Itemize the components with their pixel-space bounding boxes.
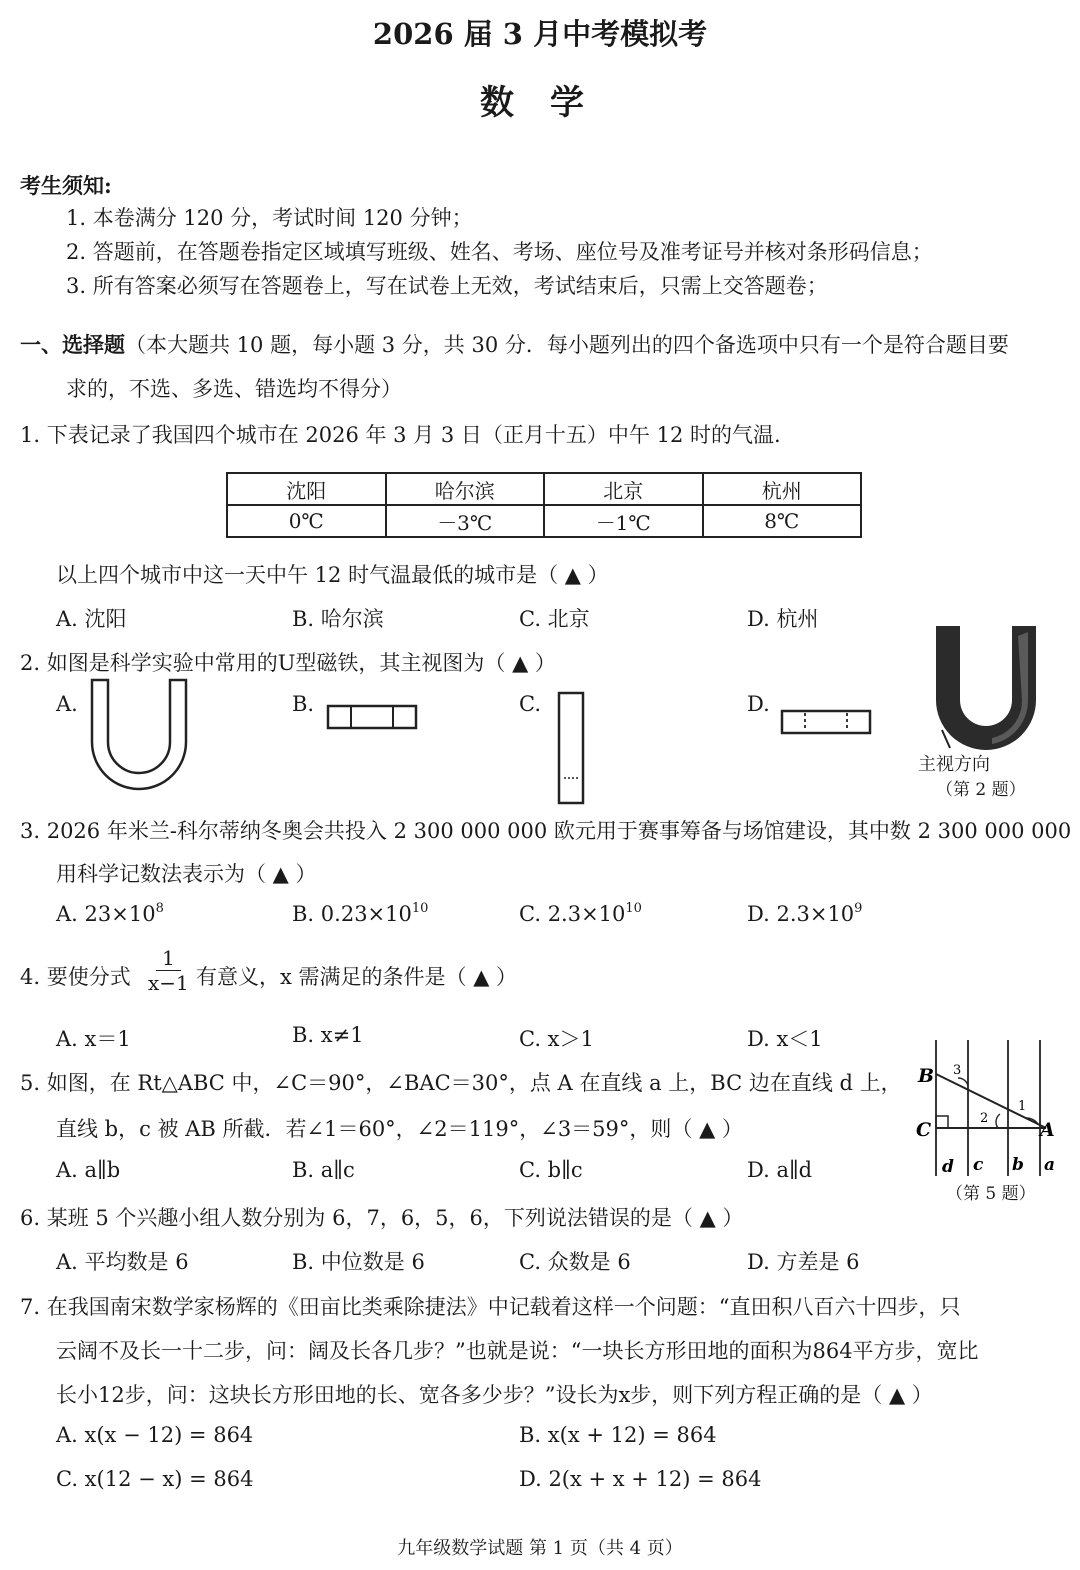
section-label: 一、选择题 <box>20 332 125 357</box>
fraction-numerator: 1 <box>156 946 181 971</box>
city-cell: 杭州 <box>703 473 862 505</box>
temp-cell: －3℃ <box>386 505 545 537</box>
q6-option-b[interactable]: B. 中位数是 6 <box>292 1250 425 1274</box>
option-letter: C. <box>519 902 541 926</box>
q4-option-d[interactable]: D. x＜1 <box>747 1027 823 1051</box>
q6-option-a[interactable]: A. 平均数是 6 <box>56 1250 189 1274</box>
temp-cell: 8℃ <box>703 505 862 537</box>
q2-option-d[interactable]: D. <box>747 692 770 716</box>
q4-option-b[interactable]: B. x≠1 <box>292 1023 364 1047</box>
option-base: 0.23×10 <box>320 902 412 926</box>
q6-option-d[interactable]: D. 方差是 6 <box>747 1250 860 1274</box>
page-footer: 九年级数学试题 第 1 页（共 4 页） <box>397 1538 683 1559</box>
q5-option-b[interactable]: B. a∥c <box>292 1158 355 1182</box>
section-desc: （本大题共 10 题，每小题 3 分，共 30 分．每小题列出的四个备选项中只有一个是符合题目要 <box>125 333 1009 357</box>
line-a-label: a <box>1044 1155 1056 1175</box>
notice-item: 2. 答题前，在答题卷指定区域填写班级、姓名、考场、座位号及准考证号并核对条形码信息； <box>66 240 933 264</box>
q3-option-d[interactable] <box>747 902 862 926</box>
notice-heading: 考生须知: <box>20 173 112 198</box>
q2-option-c[interactable]: C. <box>519 692 541 716</box>
q1-option-a[interactable]: A. 沈阳 <box>56 607 127 631</box>
option-exponent: 8 <box>155 901 164 916</box>
q7-line2: 云阔不及长一十二步，问：阔及长各几步？”也就是说：“一块长方形田地的面积为864平方步，宽比 <box>56 1339 979 1363</box>
q7-option-d[interactable]: D. 2(x + x + 12) = 864 <box>519 1467 762 1491</box>
city-cell: 北京 <box>544 473 703 505</box>
q6-option-c[interactable]: C. 众数是 6 <box>519 1250 631 1274</box>
option-letter: D. <box>747 902 770 926</box>
q1-question: 以上四个城市中这一天中午 12 时气温最低的城市是（ ▲ ） <box>56 563 609 587</box>
q7-option-b[interactable]: B. x(x + 12) = 864 <box>519 1423 717 1447</box>
subject-title: 数学 <box>480 83 620 123</box>
q3-option-c[interactable] <box>519 902 642 926</box>
q7-line3: 长小12步，问：这块长方形田地的长、宽各多少步？”设长为x步，则下列方程正确的是（ ▲ ） <box>56 1383 933 1407</box>
q5-option-a[interactable]: A. a∥b <box>56 1158 121 1182</box>
q4-option-c[interactable]: C. x＞1 <box>519 1027 594 1051</box>
option-exponent: 10 <box>411 901 429 916</box>
q4-suffix: 有意义，x 需满足的条件是（ ▲ ） <box>196 965 518 989</box>
angle-3-label: 3 <box>953 1063 962 1078</box>
u-magnet-figure <box>932 622 1042 752</box>
city-cell: 沈阳 <box>227 473 386 505</box>
q1-option-c[interactable]: C. 北京 <box>519 607 590 631</box>
bar-view-b-figure <box>327 705 419 731</box>
triangle-parallel-lines-figure <box>912 1038 1068 1178</box>
label-B: B <box>918 1065 935 1087</box>
q7-line1: 7. 在我国南宋数学家杨辉的《田亩比类乘除捷法》中记载着这样一个问题：“直田积八百六十四步，只 <box>20 1295 961 1319</box>
q2-option-b[interactable]: B. <box>292 692 315 716</box>
q5-option-c[interactable]: C. b∥c <box>519 1158 583 1182</box>
q3-option-a[interactable] <box>56 902 164 926</box>
option-base: 23×10 <box>84 902 156 926</box>
option-exponent: 9 <box>854 901 863 916</box>
q1-option-b[interactable]: B. 哈尔滨 <box>292 607 384 631</box>
q3-line1: 3. 2026 年米兰-科尔蒂纳冬奥会共投入 2 300 000 000 欧元用于赛事筹备与场馆建设，其中数 2 300 000 000 <box>20 819 1072 843</box>
line-b-label: b <box>1012 1155 1024 1175</box>
q5-line2: 直线 b，c 被 AB 所截．若∠1＝60°，∠2＝119°，∠3＝59°，则（ ▲ ） <box>56 1117 743 1141</box>
notice-item: 3. 所有答案必须写在答题卷上，写在试卷上无效，考试结束后，只需上交答题卷； <box>66 274 828 298</box>
temp-cell: －1℃ <box>544 505 703 537</box>
q6-stem: 6. 某班 5 个兴趣小组人数分别为 6，7，6，5，6，下列说法错误的是（ ▲ ） <box>20 1206 744 1230</box>
label-A: A <box>1040 1119 1055 1141</box>
label-C: C <box>916 1119 932 1141</box>
notice-item: 1. 本卷满分 120 分，考试时间 120 分钟； <box>66 206 473 230</box>
bar-view-c-figure <box>558 692 586 806</box>
view-direction-label: 主视方向 <box>918 754 990 775</box>
section-heading <box>20 329 1009 359</box>
line-c-label: c <box>973 1155 984 1175</box>
city-cell: 哈尔滨 <box>386 473 545 505</box>
option-letter: A. <box>56 902 78 926</box>
angle-1-label: 1 <box>1018 1099 1027 1114</box>
q2-stem: 2. 如图是科学实验中常用的U型磁铁，其主视图为（ ▲ ） <box>20 651 556 675</box>
option-exponent: 10 <box>625 901 642 916</box>
section-desc-line2: 求的，不选、多选、错选均不得分） <box>66 377 402 401</box>
q7-option-c[interactable]: C. x(12 − x) = 864 <box>56 1467 254 1491</box>
option-base: 2.3×10 <box>776 902 855 926</box>
option-base: 2.3×10 <box>547 902 626 926</box>
temperature-table <box>226 472 862 538</box>
q7-option-a[interactable]: A. x(x − 12) = 864 <box>56 1423 254 1447</box>
q1-option-d[interactable]: D. 杭州 <box>747 607 819 631</box>
q2-figure-caption: （第 2 题） <box>936 780 1026 800</box>
q4-fraction <box>148 946 189 995</box>
temp-cell: 0℃ <box>227 505 386 537</box>
q2-option-a[interactable]: A. <box>56 692 78 716</box>
fraction-denominator: x−1 <box>148 971 189 995</box>
q3-option-b[interactable] <box>292 902 428 926</box>
bar-view-d-figure <box>781 710 873 736</box>
u-view-a-figure <box>90 680 190 792</box>
q5-line1: 5. 如图，在 Rt△ABC 中，∠C＝90°，∠BAC＝30°，点 A 在直线 a 上，BC 边在直线 d 上， <box>20 1071 902 1095</box>
q4-option-a[interactable]: A. x＝1 <box>56 1027 131 1051</box>
q5-figure-caption: （第 5 题） <box>946 1184 1036 1204</box>
angle-2-label: 2 <box>980 1111 989 1126</box>
option-letter: B. <box>292 902 315 926</box>
line-d-label: d <box>942 1157 954 1177</box>
q5-option-d[interactable]: D. a∥d <box>747 1158 813 1182</box>
q3-line2: 用科学记数法表示为（ ▲ ） <box>56 862 317 886</box>
q1-stem: 1. 下表记录了我国四个城市在 2026 年 3 月 3 日（正月十五）中午 12 时的气温. <box>20 423 781 447</box>
exam-title: 2026 届 3 月中考模拟考 <box>372 17 708 51</box>
q4-prefix: 4. 要使分式 <box>20 965 131 989</box>
